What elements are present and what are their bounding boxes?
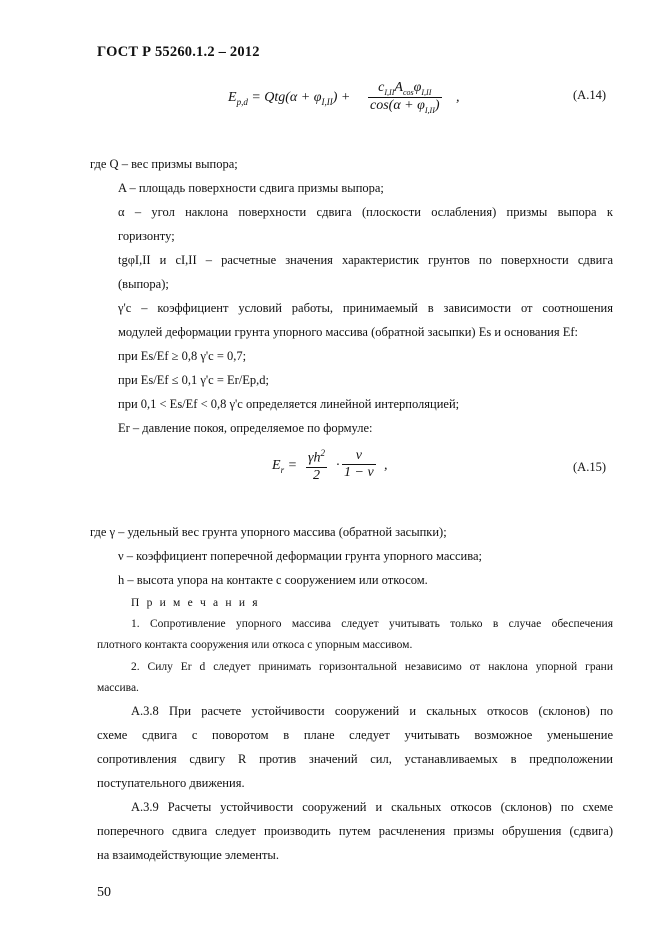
para-a38-line3: сопротивления сдвигу R против значений сил, устанавливаемых в предположении (97, 752, 613, 766)
formula-a14-lhs: E (228, 90, 237, 105)
formula-a15-num1 (306, 448, 327, 467)
formula-a15-tail: , (384, 458, 388, 473)
formula-a14-tail: , (456, 90, 460, 105)
def-nu: ν – коэффициент поперечной деформации грунта упорного массива; (118, 549, 482, 563)
formula-a15-num2: ν (355, 448, 362, 463)
para-a38-line1: А.3.8 При расчете устойчивости сооружений и скальных откосов (склонов) по (131, 704, 613, 718)
formula-a15-lhs: E (272, 458, 281, 473)
condition-3: при 0,1 < Es/Ef < 0,8 γ'c определяется линейной интерполяцией; (118, 397, 460, 411)
note-1-line2: плотного контакта сооружения или откоса с упорным массивом. (97, 639, 413, 651)
formula-a15-lhs-sub: r (280, 464, 285, 475)
note-2-line2: массива. (97, 682, 139, 694)
condition-1: при Es/Ef ≥ 0,8 γ'c = 0,7; (118, 349, 247, 363)
def-tg-line1: tgφI,II и cI,II – расчетные значения характеристик грунтов по поверхности сдвига (118, 253, 613, 267)
formula-a15-num1-text: γh (308, 450, 321, 466)
formula-a14-plus: + (340, 90, 351, 105)
def-alpha-line1: α – угол наклона поверхности сдвига (плоскости ослабления) призмы выпора к (118, 205, 613, 219)
formula-a15-dot: · (336, 458, 340, 473)
def-q: где Q – вес призмы выпора; (90, 157, 238, 171)
formula-a15 (272, 448, 392, 488)
note-2-line1: 2. Силу Er d следует принимать горизонтальной независимо от наклона упорной грани (131, 661, 613, 673)
def-h: h – высота упора на контакте с сооружением или откосом. (118, 573, 428, 587)
notes-heading: П р и м е ч а н и я (131, 597, 260, 609)
formula-a14-eq: = Qtg(α + φ (251, 90, 322, 105)
formula-a14-close: ) (332, 90, 338, 105)
formula-a15-fraction2 (342, 448, 376, 481)
page-number: 50 (97, 885, 111, 900)
formula-a14-den-close: ) (434, 97, 440, 113)
formula-a14-numerator (368, 80, 442, 97)
formula-a15-den2: 1 − ν (344, 465, 374, 480)
def-tg-line2: (выпора); (118, 277, 169, 291)
para-a38-line2: схеме сдвига с поворотом в плане следует учитывать возможное уменьшение (97, 728, 613, 742)
formula-a14-den: cos(α + φ (370, 97, 425, 113)
condition-2: при Es/Ef ≤ 0,1 γ'c = Er/Ep,d; (118, 373, 270, 387)
para-a39-line3: на взаимодействующие элементы. (97, 848, 279, 862)
formula-a14-denominator (368, 97, 442, 115)
def-alpha-line2: горизонту; (118, 229, 175, 243)
formula-a14-num-phi: φ (413, 80, 422, 95)
def-a: A – площадь поверхности сдвига призмы выпора; (118, 181, 384, 195)
para-a39-line1: А.3.9 Расчеты устойчивости сооружений и скальных откосов (склонов) по схеме (131, 800, 613, 814)
formula-a14-lhs-sub: p,d (236, 96, 248, 107)
equation-number-a15: (А.15) (573, 460, 606, 474)
equation-number-a14: (А.14) (573, 88, 606, 102)
def-gamma-line2: модулей деформации грунта упорного массива (обратной засыпки) Es и основания Ef: (118, 325, 579, 339)
formula-a14-num-a: A (394, 80, 403, 95)
def-gamma-weight: где γ – удельный вес грунта упорного массива (обратной засыпки); (90, 525, 447, 539)
para-a38-line4: поступательного движения. (97, 776, 245, 790)
formula-a14-num-sub1: I,II (384, 87, 395, 97)
formula-a15-num1-sup: 2 (320, 448, 326, 458)
formula-a14-phi-sub: I,II (321, 96, 333, 107)
def-gamma-line1: γ'c – коэффициент условий работы, принимаемый в зависимости от соотношения (118, 301, 613, 315)
formula-a15-eq: = (287, 458, 298, 473)
formula-a15-fraction1 (306, 448, 327, 484)
document-header: ГОСТ Р 55260.1.2 – 2012 (97, 44, 260, 60)
def-er: Er – давление покоя, определяемое по формуле: (118, 421, 373, 435)
formula-a14-num-sub3: I,II (421, 87, 432, 97)
formula-a14-fraction (368, 80, 442, 115)
para-a39-line2: поперечного сдвига следует производить путем расчленения призмы обрушения (сдвига) (97, 824, 613, 838)
formula-a14-den-sub: I,II (424, 105, 435, 115)
formula-a14-num-sub2: cos (402, 87, 414, 97)
formula-a14 (228, 80, 468, 124)
formula-a15-den1: 2 (306, 467, 327, 484)
formula-a14-num-c: c (378, 80, 385, 95)
note-1-line1: 1. Сопротивление упорного массива следует учитывать только в случае обеспечения (131, 618, 613, 630)
